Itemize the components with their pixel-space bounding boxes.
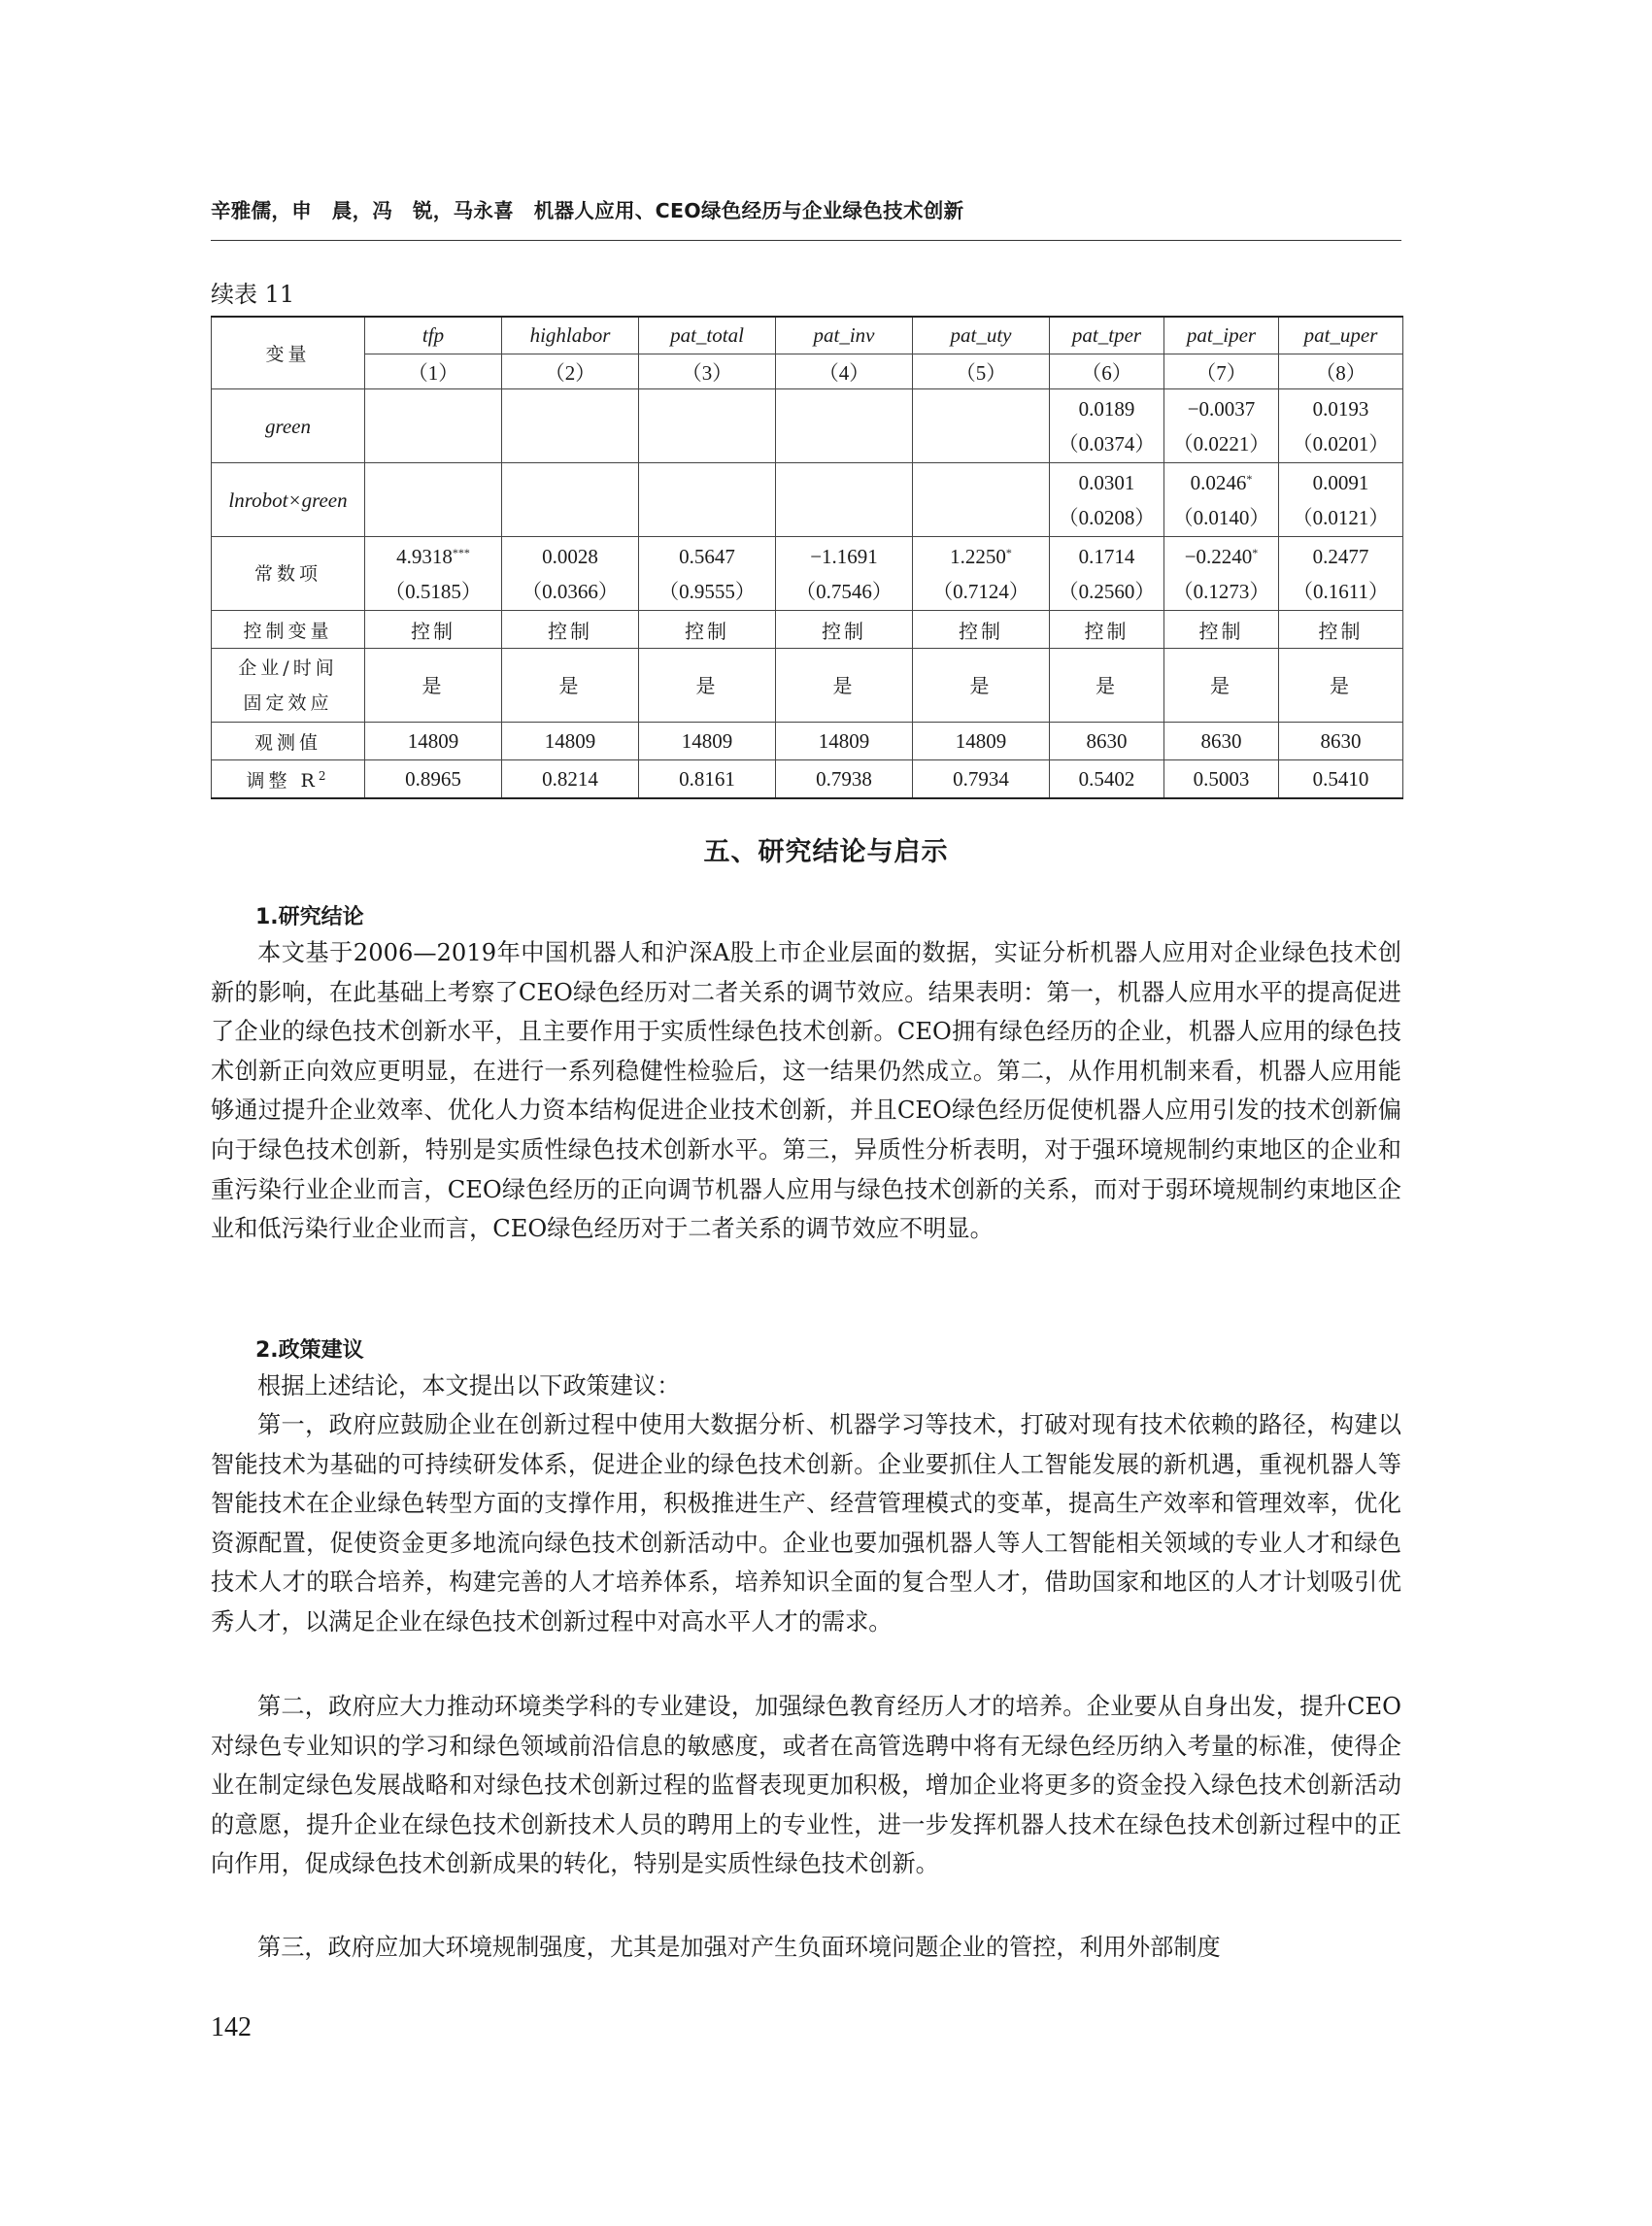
col-number: （8）: [1279, 354, 1403, 389]
row-interaction: [212, 463, 1403, 537]
cell: 控制: [1279, 611, 1403, 649]
row-adj-r2: [212, 760, 1403, 799]
coef: −1.1691: [810, 544, 878, 568]
col-number: （6）: [1050, 354, 1164, 389]
paragraph-policy-second: 第二，政府应大力推动环境类学科的专业建设，加强绿色教育经历人才的培养。企业要从自身出发，提升CEO对绿色专业知识的学习和绿色领域前沿信息的敏感度，或者在高管选聘中将有无绿色经历纳入考量的标准，使得企业在制定绿色发展战略和对绿色技术创新过程的监督表现更加积极，增加企业将更多的资金投入绿色技术创新活动的意愿，提升企业在绿色技术创新技术人员的聘用上的专业性，进一步发挥机器人技术在绿色技术创新过程中的正向作用，促成绿色技术创新成果的转化，特别是实质性绿色技术创新。: [211, 1693, 1401, 1878]
cell: [502, 537, 639, 611]
row-observations: [212, 723, 1403, 760]
col-number: （1）: [365, 354, 502, 389]
fe-label-line1: 企业/时间: [238, 657, 338, 679]
row-label: 观测值: [212, 723, 365, 760]
cell: 控制: [502, 611, 639, 649]
cell: 控制: [365, 611, 502, 649]
row-label: 常数项: [212, 537, 365, 611]
r2-label-sup: 2: [318, 768, 330, 783]
se: （0.0140）: [1172, 505, 1270, 529]
col-number: （5）: [913, 354, 1050, 389]
significance-stars: *: [1005, 545, 1012, 559]
row-label: [212, 760, 365, 799]
cell: [913, 389, 1050, 463]
cell: 8630: [1050, 723, 1164, 760]
cell: 是: [1279, 649, 1403, 723]
cell: 0.5410: [1279, 760, 1403, 799]
cell: [1279, 537, 1403, 611]
coef: 0.0193: [1312, 396, 1369, 421]
significance-stars: *: [1246, 471, 1253, 486]
cell: 控制: [1050, 611, 1164, 649]
col-number: （3）: [639, 354, 776, 389]
coef: 0.0301: [1078, 470, 1135, 494]
se: （0.0208）: [1058, 505, 1156, 529]
row-constant: [212, 537, 1403, 611]
subsection-heading-policy: 2.政策建议: [255, 1338, 364, 1363]
cell: [365, 389, 502, 463]
coef: 0.0091: [1312, 470, 1369, 494]
cell: 控制: [776, 611, 913, 649]
cell: 0.7934: [913, 760, 1050, 799]
cell: [1050, 463, 1164, 537]
col-number: （2）: [502, 354, 639, 389]
se: （0.0374）: [1058, 431, 1156, 455]
cell: 是: [365, 649, 502, 723]
coef: 0.0246: [1190, 470, 1247, 494]
coef: −0.2240: [1184, 544, 1253, 568]
se: （0.7546）: [795, 579, 893, 603]
cell: 是: [1164, 649, 1279, 723]
col-header: pat_inv: [776, 317, 913, 354]
coef: 0.0028: [542, 544, 598, 568]
cell: 8630: [1279, 723, 1403, 760]
cell: 是: [1050, 649, 1164, 723]
header-row-numbers: [212, 354, 1403, 389]
row-label: lnrobot×green: [212, 463, 365, 537]
fe-label-line2: 固定效应: [243, 691, 333, 714]
cell: 8630: [1164, 723, 1279, 760]
cell: [913, 537, 1050, 611]
paragraph-conclusions: 本文基于2006—2019年中国机器人和沪深A股上市企业层面的数据，实证分析机器人应用对企业绿色技术创新的影响，在此基础上考察了CEO绿色经历对二者关系的调节效应。结果表明：第一，机器人应用水平的提高促进了企业的绿色技术创新水平，且主要作用于实质性绿色技术创新。CEO拥有绿色经历的企业，机器人应用的绿色技术创新正向效应更明显，在进行一系列稳健性检验后，这一结果仍然成立。第二，从作用机制来看，机器人应用能够通过提升企业效率、优化人力资本结构促进企业技术创新，并且CEO绿色经历促使机器人应用引发的技术创新偏向于绿色技术创新，特别是实质性绿色技术创新水平。第三，异质性分析表明，对于强环境规制约束地区的企业和重污染行业企业而言，CEO绿色经历的正向调节机器人应用与绿色技术创新的关系，而对于弱环境规制约束地区企业和低污染行业企业而言，CEO绿色经历对于二者关系的调节效应不明显。: [211, 939, 1401, 1243]
col-header: pat_total: [639, 317, 776, 354]
coef: 0.1714: [1078, 544, 1135, 568]
cell: 控制: [639, 611, 776, 649]
paragraph-policy-first: 第一，政府应鼓励企业在创新过程中使用大数据分析、机器学习等技术，打破对现有技术依赖的路径，构建以智能技术为基础的可持续研发体系，促进企业的绿色技术创新。企业要抓住人工智能发展的新机遇，重视机器人等智能技术在企业绿色转型方面的支撑作用，积极推进生产、经营管理模式的变革，提高生产效率和管理效率，优化资源配置，促使资金更多地流向绿色技术创新活动中。企业也要加强机器人等人工智能相关领域的专业人才和绿色技术人才的联合培养，构建完善的人才培养体系，培养知识全面的复合型人才，借助国家和地区的人才计划吸引优秀人才，以满足企业在绿色技术创新过程中对高水平人才的需求。: [211, 1411, 1401, 1636]
page-number: 142: [211, 2012, 252, 2042]
cell: 0.5402: [1050, 760, 1164, 799]
se: （0.0366）: [522, 579, 619, 603]
cell: [639, 463, 776, 537]
cell: 是: [502, 649, 639, 723]
significance-stars: *: [1252, 545, 1259, 559]
cell: [502, 389, 639, 463]
se: （0.9555）: [658, 579, 756, 603]
se: （0.5185）: [385, 579, 482, 603]
subsection-heading-conclusions: 1.研究结论: [255, 905, 364, 929]
row-label: [212, 649, 365, 723]
col-number: （4）: [776, 354, 913, 389]
significance-stars: ***: [452, 545, 470, 559]
col-header: pat_uty: [913, 317, 1050, 354]
col-number: （7）: [1164, 354, 1279, 389]
se: （0.0121）: [1292, 505, 1390, 529]
header-row-vars: [212, 317, 1403, 354]
cell: [1050, 389, 1164, 463]
cell: [776, 389, 913, 463]
cell: [365, 537, 502, 611]
coef: 0.2477: [1312, 544, 1369, 568]
r2-label: 调整 R: [246, 769, 319, 792]
row-controls: [212, 611, 1403, 649]
cell: 14809: [913, 723, 1050, 760]
cell: [776, 463, 913, 537]
coef: 0.5647: [679, 544, 735, 568]
se: （0.2560）: [1058, 579, 1156, 603]
cell: [502, 463, 639, 537]
cell: 14809: [639, 723, 776, 760]
coef: 1.2250: [950, 544, 1006, 568]
cell: 14809: [776, 723, 913, 760]
var-label: 变量: [212, 317, 365, 389]
col-header: pat_iper: [1164, 317, 1279, 354]
row-label: green: [212, 389, 365, 463]
cell: 0.8161: [639, 760, 776, 799]
cell: 0.7938: [776, 760, 913, 799]
cell: 是: [639, 649, 776, 723]
running-header: 辛雅儒，申 晨，冯 锐，马永喜 机器人应用、CEO绿色经历与企业绿色技术创新: [211, 199, 964, 222]
coef: 0.0189: [1078, 396, 1135, 421]
cell: [639, 537, 776, 611]
cell: 14809: [502, 723, 639, 760]
cell: 控制: [913, 611, 1050, 649]
cell: [365, 463, 502, 537]
cell: [913, 463, 1050, 537]
col-header: highlabor: [502, 317, 639, 354]
cell: 0.8965: [365, 760, 502, 799]
se: （0.1611）: [1293, 579, 1389, 603]
table-caption: 续表 11: [211, 281, 295, 308]
header-rule: [211, 240, 1401, 241]
regression-table: [211, 316, 1403, 799]
cell: 0.8214: [502, 760, 639, 799]
col-header: pat_uper: [1279, 317, 1403, 354]
cell: [639, 389, 776, 463]
cell: 是: [913, 649, 1050, 723]
cell: [1164, 537, 1279, 611]
cell: 控制: [1164, 611, 1279, 649]
coef: −0.0037: [1187, 396, 1256, 421]
paragraph-policy-intro: 根据上述结论，本文提出以下政策建议：: [257, 1372, 681, 1400]
cell: [776, 537, 913, 611]
coef: 4.9318: [396, 544, 453, 568]
row-fixed-effects: [212, 649, 1403, 723]
cell: 是: [776, 649, 913, 723]
paragraph-policy-third: 第三，政府应加大环境规制强度，尤其是加强对产生负面环境问题企业的管控，利用外部制度: [257, 1934, 1221, 1961]
se: （0.1273）: [1172, 579, 1270, 603]
row-green: [212, 389, 1403, 463]
col-header: pat_tper: [1050, 317, 1164, 354]
cell: 0.5003: [1164, 760, 1279, 799]
se: （0.0201）: [1292, 431, 1390, 455]
cell: 14809: [365, 723, 502, 760]
se: （0.7124）: [932, 579, 1029, 603]
col-header: tfp: [365, 317, 502, 354]
cell: [1164, 463, 1279, 537]
cell: [1279, 389, 1403, 463]
se: （0.0221）: [1172, 431, 1270, 455]
cell: [1279, 463, 1403, 537]
row-label: 控制变量: [212, 611, 365, 649]
section-title: 五、研究结论与启示: [703, 837, 949, 867]
cell: [1050, 537, 1164, 611]
cell: [1164, 389, 1279, 463]
